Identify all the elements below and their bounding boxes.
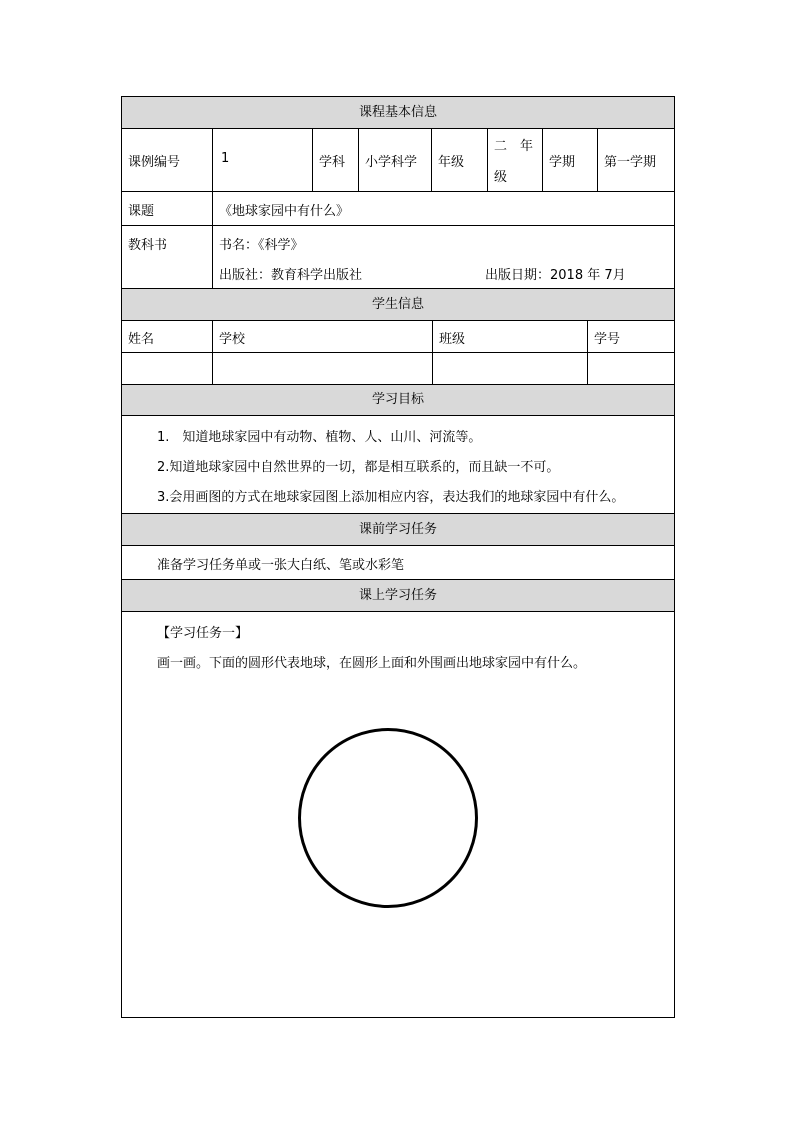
objectives-content [122,416,674,514]
book-name: 书名：《科学》 [219,238,304,253]
basic-info-header [122,97,674,129]
topic-label-cell [122,192,213,225]
basic-info-row [122,129,674,192]
subject-label-cell [313,129,359,191]
subject-value-cell [359,129,432,191]
grade-value-top: 二 年 [494,139,534,154]
inclass-header-text: 课上学习任务 [358,588,437,603]
textbook-value-cell [213,226,674,288]
topic-value: 《地球家园中有什么》 [219,204,350,219]
semester-label: 学期 [549,155,576,170]
student-school-label: 学校 [219,332,246,347]
earth-drawing-circle [298,728,478,908]
topic-row [122,192,674,226]
objectives-header [122,385,674,416]
inclass-content [122,612,674,1017]
inclass-header [122,580,674,612]
grade-label: 年级 [438,155,465,170]
grade-value-cell [488,129,543,191]
preclass-content [122,546,674,580]
student-id-label: 学号 [594,332,621,347]
student-info-entry-row [122,353,674,385]
objective-item: 2.知道地球家园中自然世界的一切，都是相互联系的，而且缺一不可。 [157,460,560,475]
objective-item: 1. 知道地球家园中有动物、植物、人、山川、河流等。 [157,430,482,445]
textbook-row [122,226,674,289]
textbook-label: 教科书 [128,238,168,253]
student-school-label-cell [213,321,433,352]
preclass-header-text: 课前学习任务 [358,522,437,537]
student-info-header-text: 学生信息 [371,297,424,312]
student-id-label-cell [588,321,674,352]
objective-item: 3.会用画图的方式在地球家园图上添加相应内容，表达我们的地球家园中有什么。 [157,490,625,505]
preclass-text: 准备学习任务单或一张大白纸、笔或水彩笔 [157,558,405,573]
student-info-label-row [122,321,674,353]
grade-value-bottom: 级 [494,170,508,185]
case-no-label: 课例编号 [128,155,181,170]
semester-value: 第一学期 [604,155,657,170]
semester-label-cell [543,129,598,191]
task-title: 【学习任务一】 [157,626,249,641]
student-class-field[interactable] [433,353,588,384]
case-no-value: 1 [221,151,230,166]
student-name-label-cell [122,321,213,352]
textbook-label-cell [122,226,213,288]
basic-info-header-text: 课程基本信息 [358,105,437,120]
student-name-label: 姓名 [128,332,155,347]
student-class-label: 班级 [439,332,466,347]
subject-label: 学科 [319,155,346,170]
student-id-field[interactable] [588,353,674,384]
semester-value-cell [598,129,674,191]
subject-value: 小学科学 [365,155,418,170]
preclass-header [122,514,674,546]
case-no-value-cell [213,129,313,191]
student-class-label-cell [433,321,588,352]
task-instruction: 画一画。下面的圆形代表地球，在圆形上面和外围画出地球家园中有什么。 [157,656,587,671]
topic-label: 课题 [128,204,155,219]
case-no-label-cell [122,129,213,191]
lesson-worksheet-table [121,96,675,1018]
grade-label-cell [432,129,488,191]
topic-value-cell [213,192,674,225]
student-info-header [122,289,674,321]
student-school-field[interactable] [213,353,433,384]
publisher: 出版社：教育科学出版社 [219,268,363,283]
student-name-field[interactable] [122,353,213,384]
publish-date: 出版日期：2018 年 7月 [485,268,626,283]
objectives-header-text: 学习目标 [371,392,424,407]
